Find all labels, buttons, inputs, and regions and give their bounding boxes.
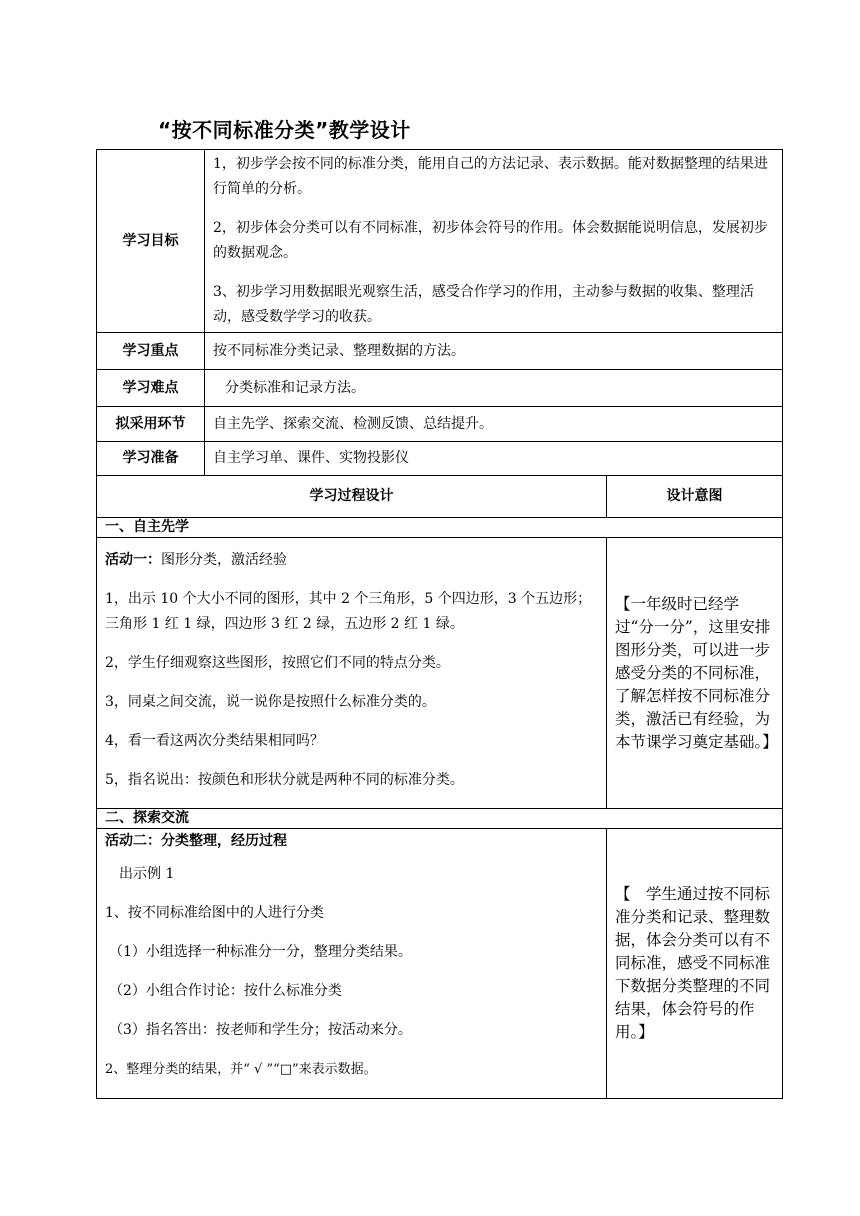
design-intent-header: 设计意图 <box>607 476 783 518</box>
steps-value: 自主先学、探索交流、检测反馈、总结提升。 <box>205 407 783 442</box>
goals-row <box>97 150 783 333</box>
activity1-item: 4，看一看这两次分类结果相同吗？ <box>105 733 324 749</box>
section1-row <box>97 538 783 809</box>
section1-heading-row <box>97 518 783 538</box>
difficulty-value: 分类标准和记录方法。 <box>205 370 783 407</box>
activity2-item: 2、整理分类的结果，并“ √ ”“□”来表示数据。 <box>105 1062 377 1077</box>
goal-item: 1，初步学会按不同的标准分类，能用自己的方法记录、表示数据。能对数据整理的结果进行简单的分析。 <box>213 156 768 197</box>
key-point-row <box>97 333 783 370</box>
difficulty-label: 学习难点 <box>97 370 205 407</box>
section1-heading: 一、自主先学 <box>97 518 783 538</box>
key-point-label: 学习重点 <box>97 333 205 370</box>
activity2-item: 1、按不同标准给图中的人进行分类 <box>105 905 324 921</box>
section1-intent: 【一年级时已经学过“分一分”，这里安排图形分类，可以进一步感受分类的不同标准，了解怎样按不同标准分类，激活已有经验，为本节课学习奠定基础。】 <box>607 538 783 809</box>
section1-content <box>97 538 607 809</box>
section2-heading-row <box>97 809 783 829</box>
section2-content <box>97 829 607 1099</box>
activity1-item: 5，指名说出：按颜色和形状分就是两种不同的标准分类。 <box>105 772 464 788</box>
section2-intent: 【 学生通过按不同标准分类和记录、整理数据，体会分类可以有不同标准，感受不同标准下数据分类整理的不同结果，体会符号的作用。】 <box>607 829 783 1099</box>
activity1-title <box>105 548 598 573</box>
difficulty-row <box>97 370 783 407</box>
activity1-item: 1，出示 10 个大小不同的图形，其中 2 个三角形，5 个四边形，3 个五边形；三角形 1 红 1 绿，四边形 3 红 2 绿，五边形 2 红 1 绿。 <box>105 591 592 632</box>
activity1-item: 2，学生仔细观察这些图形，按照它们不同的特点分类。 <box>105 655 450 671</box>
process-header-row <box>97 476 783 518</box>
section2-heading: 二、探索交流 <box>97 809 783 829</box>
activity1-label: 活动一： <box>105 552 161 568</box>
preparation-value: 自主学习单、课件、实物投影仪 <box>205 442 783 476</box>
section2-row <box>97 829 783 1099</box>
preparation-row <box>97 442 783 476</box>
lesson-plan-table <box>96 149 782 1099</box>
goal-item: 2，初步体会分类可以有不同标准，初步体会符号的作用。体会数据能说明信息，发展初步的数据观念。 <box>213 220 768 261</box>
steps-row <box>97 407 783 442</box>
goals-label: 学习目标 <box>97 150 205 333</box>
activity2-item: （3）指名答出：按老师和学生分；按活动来分。 <box>109 1022 412 1038</box>
activity2-item: （1）小组选择一种标准分一分，整理分类结果。 <box>109 944 412 960</box>
activity1-name: 图形分类，激活经验 <box>161 552 287 568</box>
preparation-label: 学习准备 <box>97 442 205 476</box>
goals-content <box>205 150 783 333</box>
goal-item: 3、初步学习用数据眼光观察生活，感受合作学习的作用，主动参与数据的收集、整理活动，感受数学学习的收获。 <box>213 284 754 325</box>
page-title: “按不同标准分类”教学设计 <box>158 118 411 142</box>
activity2-title: 活动二：分类整理，经历过程 <box>105 833 287 849</box>
steps-label: 拟采用环节 <box>97 407 205 442</box>
activity2-item: （2）小组合作讨论：按什么标准分类 <box>109 983 342 999</box>
activity1-item: 3，同桌之间交流，说一说你是按照什么标准分类的。 <box>105 694 436 710</box>
example-label: 出示例 1 <box>119 866 175 882</box>
process-design-header: 学习过程设计 <box>97 476 607 518</box>
key-point-value: 按不同标准分类记录、整理数据的方法。 <box>205 333 783 370</box>
